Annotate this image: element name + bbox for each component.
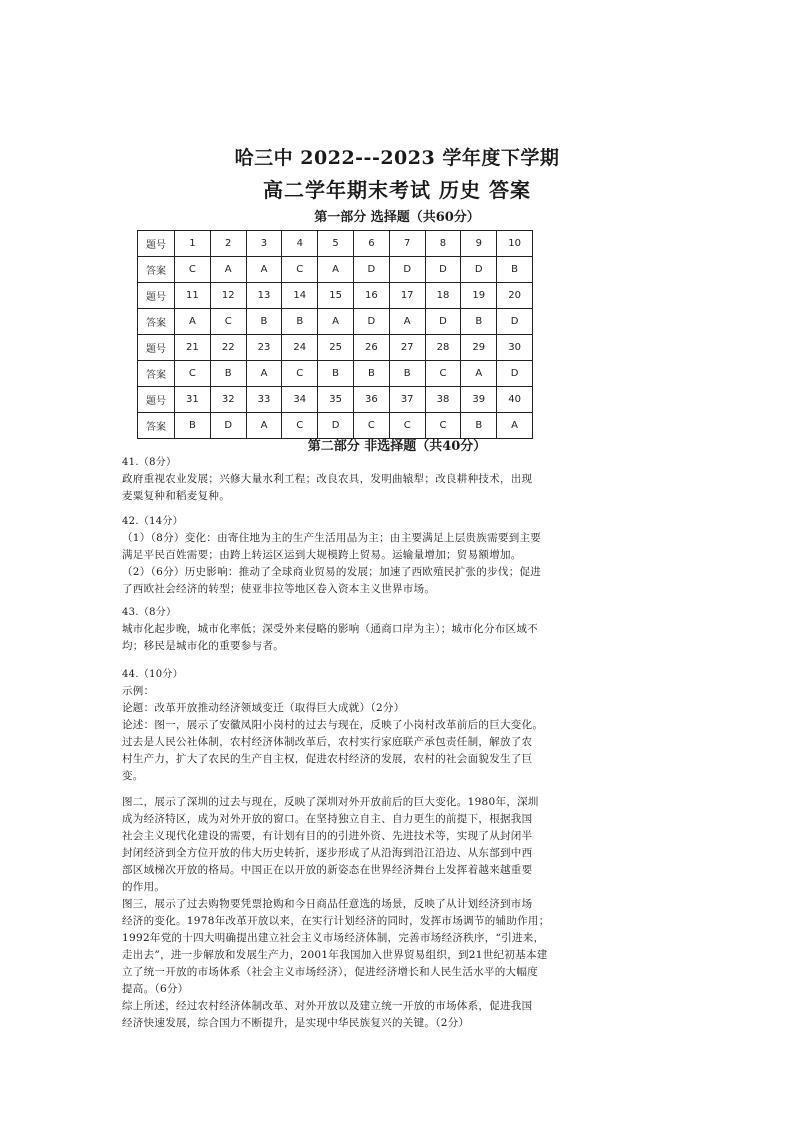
- answer-text-line: 论述：图一，展示了安徽凤阳小岗村的过去与现在，反映了小岗村改革前后的巨大变化。: [122, 719, 544, 731]
- question-44: [122, 666, 562, 1032]
- question-number-row: [138, 231, 533, 257]
- answer-cell: C: [389, 413, 425, 439]
- answer-cell: C: [353, 413, 389, 439]
- answer-cell: C: [425, 361, 461, 387]
- exam-subtitle: 高二学年期末考试 历史 答案: [263, 178, 531, 202]
- question-number-cell: 25: [318, 335, 354, 361]
- answer-text-line: 满足平民百姓需要；由跨上转运区运到大规模跨上贸易。运输量增加；贸易额增加。: [122, 549, 522, 561]
- answer-cell: B: [175, 413, 211, 439]
- answer-cell: D: [353, 257, 389, 283]
- answer-text-line: 成为经济特区，成为对外开放的窗口。在坚持独立自主、自力更生的前提下，根据我国: [122, 813, 533, 825]
- question-number-cell: 37: [389, 387, 425, 413]
- answer-row: [138, 257, 533, 283]
- row-label-number: 题号: [138, 283, 175, 309]
- question-number-cell: 6: [353, 231, 389, 257]
- question-number-row: [138, 335, 533, 361]
- question-number-row: [138, 283, 533, 309]
- answer-cell: C: [282, 413, 318, 439]
- answer-cell: C: [210, 309, 246, 335]
- row-label-answer: 答案: [138, 413, 175, 439]
- question-number-cell: 22: [210, 335, 246, 361]
- answer-text-line: 部区域梯次开放的格局。中国正在以开放的新姿态在世界经济舞台上发挥着越来越重要: [122, 864, 533, 876]
- question-43-head: 43.（8分）: [122, 607, 177, 618]
- question-number-cell: 29: [461, 335, 497, 361]
- answer-cell: A: [246, 257, 282, 283]
- answer-cell: D: [497, 361, 533, 387]
- answer-cell: B: [210, 361, 246, 387]
- row-label-answer: 答案: [138, 309, 175, 335]
- answer-text-line: 村生产力，扩大了农民的生产自主权，促进农村经济的发展，农村的社会面貌发生了巨: [122, 753, 533, 765]
- answer-text-line: 变。: [122, 770, 144, 782]
- answer-text-line: （1）（8分）变化：由寄住地为主的生产生活用品为主；由主要满足上层贵族需要到主要: [122, 532, 542, 544]
- answer-text-line: 麦粟复种和稻麦复种。: [122, 490, 230, 502]
- row-label-number: 题号: [138, 335, 175, 361]
- answer-cell: A: [461, 361, 497, 387]
- answer-text-line: 立了统一开放的市场体系（社会主义市场经济），促进经济增长和人民生活水平的大幅度: [122, 966, 538, 978]
- question-number-cell: 7: [389, 231, 425, 257]
- answer-cell: A: [497, 413, 533, 439]
- answer-cell: B: [497, 257, 533, 283]
- answer-cell: A: [175, 309, 211, 335]
- question-number-cell: 32: [210, 387, 246, 413]
- row-label-answer: 答案: [138, 361, 175, 387]
- answer-text-line: 了西欧社会经济的转型；使亚非拉等地区卷入资本主义世界市场。: [122, 583, 436, 595]
- question-number-cell: 26: [353, 335, 389, 361]
- question-number-cell: 28: [425, 335, 461, 361]
- answer-cell: B: [461, 413, 497, 439]
- question-number-cell: 11: [175, 283, 211, 309]
- answer-cell: D: [497, 309, 533, 335]
- answer-cell: D: [210, 413, 246, 439]
- question-number-cell: 17: [389, 283, 425, 309]
- question-number-cell: 12: [210, 283, 246, 309]
- question-number-cell: 39: [461, 387, 497, 413]
- answer-cell: A: [318, 257, 354, 283]
- question-number-cell: 9: [461, 231, 497, 257]
- answer-text-line: 均；移民是城市化的重要参与者。: [122, 640, 284, 652]
- question-44-example-label: 示例：: [122, 685, 155, 697]
- answer-text-line: 封闭经济到全方位开放的伟大历史转折，逐步形成了从沿海到沿江沿边、从东部到中西: [122, 847, 533, 859]
- question-number-cell: 19: [461, 283, 497, 309]
- question-41: [122, 454, 562, 505]
- answer-cell: D: [461, 257, 497, 283]
- question-number-cell: 24: [282, 335, 318, 361]
- answer-text-line: 1992年党的十四大明确提出建立社会主义市场经济体制，完善市场经济秩序，“引进来，: [122, 932, 545, 944]
- answer-cell: C: [282, 257, 318, 283]
- question-number-cell: 14: [282, 283, 318, 309]
- answer-cell: A: [246, 361, 282, 387]
- section2-title: 第二部分 非选择题（共40分）: [307, 439, 487, 454]
- question-number-cell: 1: [175, 231, 211, 257]
- row-label-answer: 答案: [138, 257, 175, 283]
- question-number-cell: 8: [425, 231, 461, 257]
- question-number-cell: 2: [210, 231, 246, 257]
- question-42-head: 42.（14分）: [122, 516, 184, 527]
- answer-text-line: 走出去”，进一步解放和发展生产力，2001年我国加入世界贸易组织，到21世纪初基本建: [122, 949, 548, 961]
- answer-cell: B: [389, 361, 425, 387]
- question-number-cell: 31: [175, 387, 211, 413]
- answer-text-line: 城市化起步晚，城市化率低；深受外来侵略的影响（通商口岸为主）；城市化分布区域不: [122, 623, 538, 635]
- answer-text-line: 过去是人民公社体制，农村经济体制改革后，农村实行家庭联产承包责任制，解放了农: [122, 736, 533, 748]
- question-number-row: [138, 387, 533, 413]
- answer-text-line: （2）（6分）历史影响：推动了全球商业贸易的发展；加速了西欧殖民扩张的步伐；促进: [122, 566, 542, 578]
- answer-text-line: 的作用。: [122, 881, 166, 893]
- question-number-cell: 38: [425, 387, 461, 413]
- question-number-cell: 23: [246, 335, 282, 361]
- question-number-cell: 18: [425, 283, 461, 309]
- question-number-cell: 16: [353, 283, 389, 309]
- answer-cell: C: [425, 413, 461, 439]
- answer-text-line: 综上所述，经过农村经济体制改革、对外开放以及建立统一开放的市场体系，促进我国: [122, 1000, 533, 1012]
- question-number-cell: 3: [246, 231, 282, 257]
- answer-cell: A: [389, 309, 425, 335]
- answer-cell: C: [175, 257, 211, 283]
- answer-cell: C: [282, 361, 318, 387]
- row-label-number: 题号: [138, 231, 175, 257]
- question-44-head: 44.（10分）: [122, 669, 184, 680]
- answer-cell: C: [175, 361, 211, 387]
- question-number-cell: 40: [497, 387, 533, 413]
- answer-text-line: 政府重视农业发展；兴修大量水利工程；改良农具，发明曲辕犁；改良耕种技术，出现: [122, 473, 533, 485]
- answer-text-line: 经济的变化。1978年改革开放以来，在实行计划经济的同时，发挥市场调节的辅助作用；: [122, 915, 550, 927]
- row-label-number: 题号: [138, 387, 175, 413]
- answer-cell: A: [210, 257, 246, 283]
- question-42: [122, 513, 562, 598]
- question-43: [122, 604, 562, 655]
- question-number-cell: 36: [353, 387, 389, 413]
- answer-cell: B: [353, 361, 389, 387]
- answer-cell: B: [246, 309, 282, 335]
- answer-row: [138, 361, 533, 387]
- exam-title: 哈三中 2022---2023 学年度下学期: [234, 147, 560, 169]
- question-number-cell: 33: [246, 387, 282, 413]
- question-number-cell: 15: [318, 283, 354, 309]
- answer-text-line: 提高。（6分）: [122, 983, 189, 995]
- question-41-head: 41.（8分）: [122, 457, 177, 468]
- answer-cell: D: [425, 309, 461, 335]
- answer-text-line: 经济快速发展，综合国力不断提升，是实现中华民族复兴的关键。（2分）: [122, 1017, 470, 1029]
- question-number-cell: 13: [246, 283, 282, 309]
- question-number-cell: 20: [497, 283, 533, 309]
- question-number-cell: 30: [497, 335, 533, 361]
- answer-text-line: 图二，展示了深圳的过去与现在，反映了深圳对外开放前后的巨大变化。1980年，深圳: [122, 796, 539, 808]
- answer-cell: A: [318, 309, 354, 335]
- answer-cell: D: [389, 257, 425, 283]
- answer-cell: B: [318, 361, 354, 387]
- answer-text-line: 图三，展示了过去购物要凭票抢购和今日商品任意选的场景，反映了从计划经济到市场: [122, 898, 533, 910]
- answer-text-line: 社会主义现代化建设的需要，有计划有目的的引进外资、先进技术等，实现了从封闭半: [122, 830, 533, 842]
- answer-cell: D: [353, 309, 389, 335]
- question-number-cell: 27: [389, 335, 425, 361]
- question-44-thesis: 论题：改革开放推动经济领域变迁（取得巨大成就）（2分）: [122, 702, 405, 714]
- answer-table: [137, 230, 533, 439]
- answer-cell: D: [425, 257, 461, 283]
- answer-cell: B: [461, 309, 497, 335]
- section1-title: 第一部分 选择题（共60分）: [314, 210, 480, 225]
- question-number-cell: 21: [175, 335, 211, 361]
- answer-cell: B: [282, 309, 318, 335]
- question-number-cell: 4: [282, 231, 318, 257]
- answer-cell: D: [318, 413, 354, 439]
- answer-cell: A: [246, 413, 282, 439]
- question-number-cell: 10: [497, 231, 533, 257]
- question-number-cell: 35: [318, 387, 354, 413]
- question-number-cell: 5: [318, 231, 354, 257]
- question-number-cell: 34: [282, 387, 318, 413]
- answer-row: [138, 309, 533, 335]
